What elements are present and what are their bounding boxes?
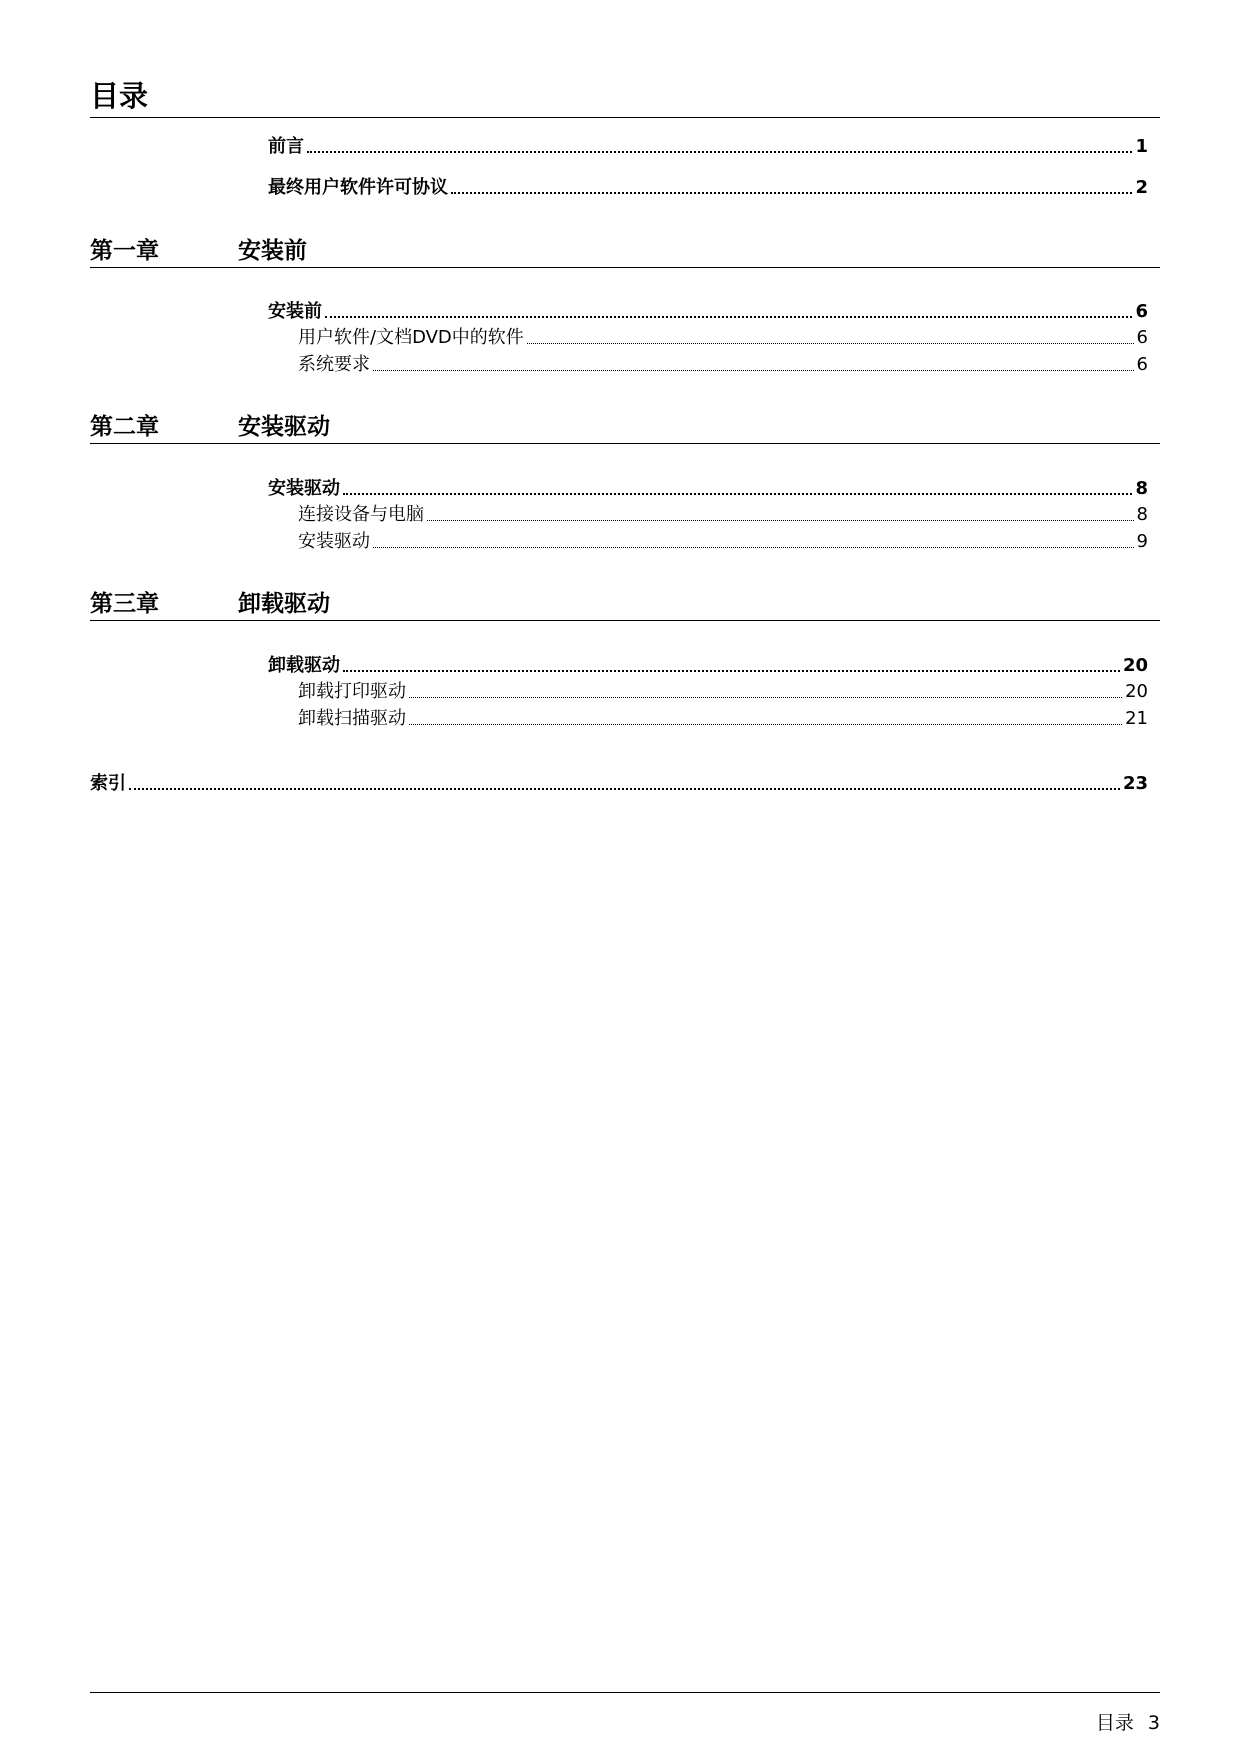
- toc-page-number: 21: [1125, 708, 1148, 729]
- chapter-number: 第一章: [90, 238, 159, 264]
- chapter-title[interactable]: 安装前: [238, 238, 307, 264]
- chapter-title[interactable]: 卸载驱动: [238, 591, 330, 617]
- toc-entry-license[interactable]: [268, 175, 1148, 199]
- toc-page-number: 6: [1136, 327, 1148, 348]
- toc-entry-label: 最终用户软件许可协议: [268, 177, 448, 198]
- toc-subentry-label: 卸载扫描驱动: [298, 708, 406, 729]
- toc-page-number: 8: [1135, 478, 1148, 499]
- toc-page-number: 8: [1136, 504, 1148, 525]
- dot-leader: [325, 316, 1132, 318]
- dot-leader: [409, 697, 1122, 698]
- toc-page-number: 23: [1122, 773, 1148, 794]
- dot-leader: [373, 370, 1134, 371]
- toc-entry-label: 安装前: [268, 301, 322, 322]
- page-footer: [1096, 1711, 1160, 1735]
- toc-subentry-label: 卸载打印驱动: [298, 681, 406, 702]
- footer-page-number: 3: [1147, 1712, 1160, 1734]
- toc-entry-index[interactable]: [90, 771, 1148, 795]
- chapter-divider: [90, 267, 1160, 268]
- page-title: 目录: [90, 79, 149, 113]
- toc-page-number: 1: [1135, 136, 1148, 157]
- toc-entry[interactable]: [268, 476, 1148, 500]
- toc-page-number: 6: [1135, 301, 1148, 322]
- toc-subentry[interactable]: [298, 529, 1148, 553]
- dot-leader: [343, 493, 1132, 495]
- dot-leader: [129, 788, 1120, 790]
- dot-leader: [527, 343, 1134, 344]
- toc-entry-label: 索引: [90, 773, 126, 794]
- toc-subentry[interactable]: [298, 352, 1148, 376]
- toc-page-number: 2: [1135, 177, 1148, 198]
- chapter-number: 第二章: [90, 414, 159, 440]
- toc-page-number: 9: [1136, 531, 1148, 552]
- toc-entry-label: 前言: [268, 136, 304, 157]
- toc-subentry-label: 连接设备与电脑: [298, 504, 424, 525]
- toc-subentry[interactable]: [298, 325, 1148, 349]
- toc-entry[interactable]: [268, 299, 1148, 323]
- toc-page-number: 6: [1136, 354, 1148, 375]
- dot-leader: [409, 724, 1122, 725]
- toc-subentry-label: 用户软件/文档DVD中的软件: [298, 327, 524, 348]
- dot-leader: [373, 547, 1134, 548]
- toc-subentry-label: 安装驱动: [298, 531, 370, 552]
- toc-subentry[interactable]: [298, 502, 1148, 526]
- dot-leader: [343, 670, 1120, 672]
- dot-leader: [427, 520, 1134, 521]
- title-divider: [90, 117, 1160, 118]
- chapter-number: 第三章: [90, 591, 159, 617]
- toc-subentry-label: 系统要求: [298, 354, 370, 375]
- chapter-title[interactable]: 安装驱动: [238, 414, 330, 440]
- toc-subentry[interactable]: [298, 679, 1148, 703]
- chapter-divider: [90, 620, 1160, 621]
- toc-subentry[interactable]: [298, 706, 1148, 730]
- dot-leader: [451, 192, 1132, 194]
- toc-page-number: 20: [1125, 681, 1148, 702]
- toc-entry-label: 卸载驱动: [268, 655, 340, 676]
- toc-page-number: 20: [1122, 655, 1148, 676]
- toc-entry-label: 安装驱动: [268, 478, 340, 499]
- chapter-divider: [90, 443, 1160, 444]
- toc-entry-preface[interactable]: [268, 134, 1148, 158]
- dot-leader: [307, 151, 1132, 153]
- footer-section-label: 目录: [1095, 1712, 1134, 1734]
- footer-divider: [90, 1692, 1160, 1693]
- toc-entry[interactable]: [268, 653, 1148, 677]
